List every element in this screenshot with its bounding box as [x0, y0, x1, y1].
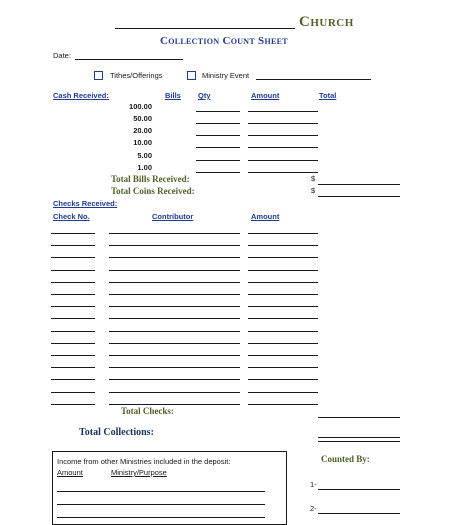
- check-no-field[interactable]: [51, 306, 95, 307]
- denomination-label: 20.00: [133, 126, 152, 135]
- denomination-label: 1.00: [137, 163, 152, 172]
- total-collections-label: Total Collections:: [79, 427, 154, 438]
- denomination-label: 5.00: [137, 151, 152, 160]
- amount-header: Amount: [251, 91, 280, 100]
- amount-field[interactable]: [248, 123, 318, 124]
- check-amount-field[interactable]: [248, 282, 318, 283]
- check-no-field[interactable]: [51, 379, 95, 380]
- tithes-checkbox[interactable]: [94, 71, 103, 80]
- amount-field[interactable]: [248, 147, 318, 148]
- check-amount-field[interactable]: [248, 318, 318, 319]
- contributor-field[interactable]: [109, 270, 240, 271]
- contributor-field[interactable]: [109, 282, 240, 283]
- check-no-field[interactable]: [51, 270, 95, 271]
- check-no-header: Check No.: [53, 212, 90, 221]
- date-label: Date:: [53, 51, 71, 60]
- checks-received-label: Checks Received:: [53, 199, 118, 208]
- qty-field[interactable]: [196, 123, 240, 124]
- contributor-field[interactable]: [109, 343, 240, 344]
- contributor-field[interactable]: [109, 404, 240, 405]
- amount-field[interactable]: [248, 172, 318, 173]
- total-collections-field[interactable]: [318, 437, 400, 442]
- counter-2-field[interactable]: [318, 513, 400, 514]
- contributor-field[interactable]: [109, 294, 240, 295]
- counter-1-number: 1-: [310, 480, 317, 489]
- total-bills-currency: $: [311, 174, 316, 183]
- check-amount-field[interactable]: [248, 233, 318, 234]
- qty-field[interactable]: [196, 135, 240, 136]
- income-heading: Income from other Ministries included in the deposit:: [57, 457, 231, 466]
- check-no-field[interactable]: [51, 282, 95, 283]
- counter-2-number: 2-: [310, 504, 317, 513]
- contributor-field[interactable]: [109, 257, 240, 258]
- qty-field[interactable]: [196, 147, 240, 148]
- check-no-field[interactable]: [51, 318, 95, 319]
- check-no-field[interactable]: [51, 367, 95, 368]
- total-coins-label: Total Coins Received:: [111, 186, 195, 196]
- check-no-field[interactable]: [51, 392, 95, 393]
- check-no-field[interactable]: [51, 294, 95, 295]
- income-line-1[interactable]: [57, 491, 265, 492]
- income-line-3[interactable]: [57, 517, 265, 518]
- bills-header: Bills: [165, 91, 181, 100]
- ministry-event-label: Ministry Event: [202, 71, 250, 80]
- total-checks-field[interactable]: [318, 417, 400, 418]
- contributor-field[interactable]: [109, 245, 240, 246]
- ministry-event-field[interactable]: [256, 79, 371, 80]
- contributor-field[interactable]: [109, 331, 240, 332]
- contributor-field[interactable]: [109, 355, 240, 356]
- amount-field[interactable]: [248, 160, 318, 161]
- total-checks-label: Total Checks:: [121, 406, 174, 416]
- check-amount-field[interactable]: [248, 306, 318, 307]
- check-no-field[interactable]: [51, 355, 95, 356]
- cash-received-label: Cash Received:: [53, 91, 109, 100]
- total-bills-label: Total Bills Received:: [111, 174, 190, 184]
- contributor-field[interactable]: [109, 379, 240, 380]
- total-header: Total: [319, 91, 337, 100]
- check-amount-field[interactable]: [248, 367, 318, 368]
- check-no-field[interactable]: [51, 257, 95, 258]
- income-line-2[interactable]: [57, 504, 265, 505]
- counter-1-field[interactable]: [318, 489, 400, 490]
- church-title: Church: [299, 14, 354, 30]
- contributor-field[interactable]: [109, 306, 240, 307]
- contributor-header: Contributor: [152, 212, 194, 221]
- qty-field[interactable]: [196, 160, 240, 161]
- check-amount-field[interactable]: [248, 343, 318, 344]
- contributor-field[interactable]: [109, 318, 240, 319]
- check-no-field[interactable]: [51, 404, 95, 405]
- contributor-field[interactable]: [109, 367, 240, 368]
- check-amount-field[interactable]: [248, 270, 318, 271]
- check-amount-field[interactable]: [248, 404, 318, 405]
- total-coins-currency: $: [311, 186, 316, 195]
- qty-field[interactable]: [196, 172, 240, 173]
- check-amount-field[interactable]: [248, 294, 318, 295]
- counted-by-label: Counted By:: [321, 454, 370, 464]
- church-name-line[interactable]: [115, 28, 295, 29]
- check-no-field[interactable]: [51, 331, 95, 332]
- date-field[interactable]: [75, 59, 183, 60]
- check-amount-field[interactable]: [248, 392, 318, 393]
- sheet-title: Collection Count Sheet: [160, 35, 288, 47]
- check-no-field[interactable]: [51, 233, 95, 234]
- qty-header: Qty: [198, 91, 211, 100]
- check-amount-field[interactable]: [248, 379, 318, 380]
- contributor-field[interactable]: [109, 233, 240, 234]
- amount-field[interactable]: [248, 135, 318, 136]
- income-purpose-label: Ministry/Purpose: [111, 468, 167, 477]
- contributor-field[interactable]: [109, 392, 240, 393]
- qty-field[interactable]: [196, 111, 240, 112]
- check-amount-field[interactable]: [248, 257, 318, 258]
- denomination-label: 100.00: [129, 102, 152, 111]
- total-bills-field[interactable]: [318, 184, 400, 185]
- tithes-label: Tithes/Offerings: [110, 71, 163, 80]
- amount-field[interactable]: [248, 111, 318, 112]
- ministry-event-checkbox[interactable]: [187, 71, 196, 80]
- check-amount-field[interactable]: [248, 331, 318, 332]
- denomination-label: 10.00: [133, 138, 152, 147]
- check-no-field[interactable]: [51, 245, 95, 246]
- check-no-field[interactable]: [51, 343, 95, 344]
- denomination-label: 50.00: [133, 114, 152, 123]
- check-amount-field[interactable]: [248, 355, 318, 356]
- check-amount-header: Amount: [251, 212, 280, 221]
- income-amount-label: Amount: [57, 468, 83, 477]
- total-coins-field[interactable]: [318, 196, 400, 197]
- check-amount-field[interactable]: [248, 245, 318, 246]
